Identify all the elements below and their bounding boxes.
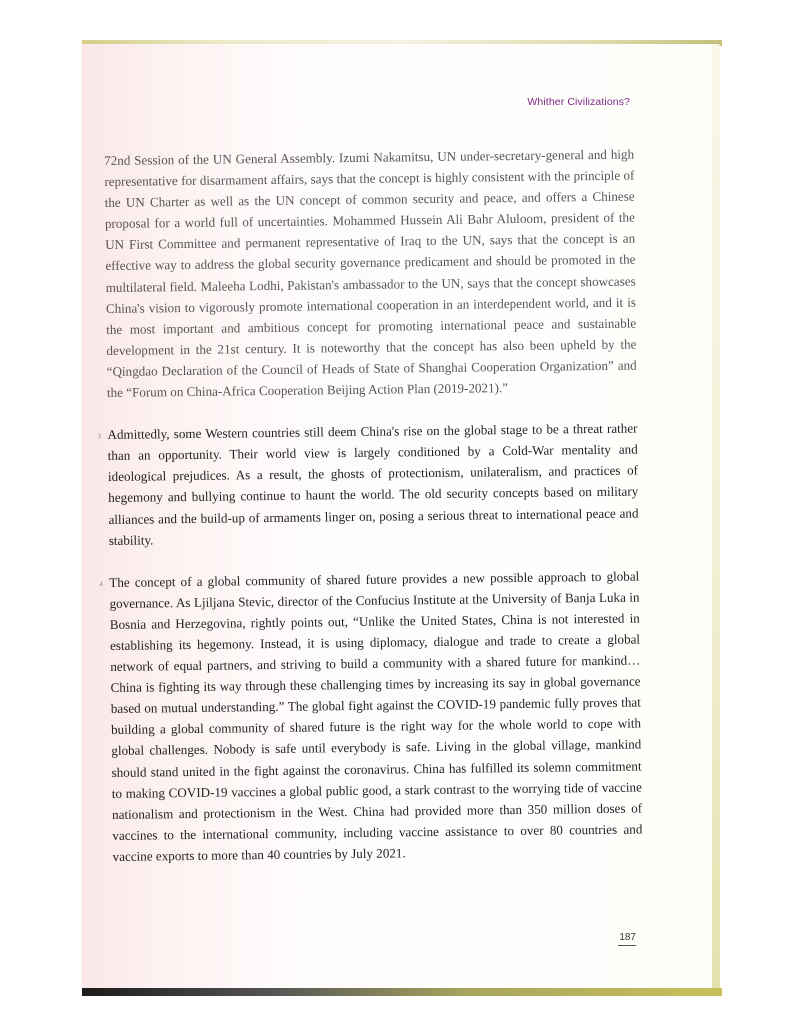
paragraph-continued: 72nd Session of the UN General Assembly. Izumi Nakamitsu, UN under-secretary-general and high representative for disarmament affairs, says that the concept is highly consistent with the principle of the UN Charter as well as the UN concept of common security and peace, and offers a Chinese proposal for a world full of uncertainties. Mohammed Hussein Ali Bahr Aluloom, president of the UN First Committee and permanent representative of Iraq to the UN, says that the concept is an effective way to address the global security governance predicament and should be promoted in the multilateral field. Maleeha Lodhi, Pakistan's ambassador to the UN, says that the concept showcases China's vision to vigorously promote international cooperation in an interdependent world, and it is the most important and ambitious concept for promoting international peace and sustainable development in the 21st century. It is noteworthy that the concept has also been upheld by the “Qingdao Declaration of the Council of Heads of State of Shanghai Cooperation Organization” and the “Forum on China-Africa Cooperation Beijing Action Plan (2019-2021).” bbox=[104, 146, 637, 401]
paragraph-4 bbox=[99, 565, 643, 867]
scan-edge-bottom bbox=[82, 988, 722, 996]
paragraph-3 bbox=[97, 418, 639, 551]
paragraph-number: 3 bbox=[97, 432, 102, 441]
page-number-underline bbox=[618, 945, 636, 946]
paragraph-text: Admittedly, some Western countries still deem China's rise on the global stage to be a threat rather than an opportunity. Their world view is largely conditioned by a Cold-War mentality and ideological prejudices. As a result, the ghosts of protectionism, unilateralism, and practices of hegemony and bullying continue to haunt the world. The old security concepts based on military alliances and the build-up of armaments linger on, posing a serious threat to international peace and stability. bbox=[107, 420, 639, 548]
paragraph-text: The concept of a global community of shared future provides a new possible approach to global governance. As Ljiljana Stevic, director of the Confucius Institute at the University of Banja Luka in Bosnia and Herzegovina, rightly points out, “Unlike the United States, China is not interested in establishing its hegemony. Instead, it is using diplomacy, dialogue and trade to create a global network of equal partners, and striving to build a community with a shared future for mankind…China is fighting its way through these challenging times by increasing its say in global governance based on mutual understanding.” The global fight against the COVID-19 pandemic fully proves that building a global community of shared future is the right way for the whole world to cope with global challenges. Nobody is safe until everybody is safe. Living in the global village, mankind should stand united in the fight against the coronavirus. China has fulfilled its solemn commitment to making COVID-19 vaccines a global public good, a stark contrast to the worrying tide of vaccine nationalism and protectionism in the West. China had provided more than 350 million doses of vaccines to the international community, including vaccine assistance to over 80 countries and vaccine exports to more than 40 countries by July 2021. bbox=[109, 568, 643, 864]
paragraph-number: 4 bbox=[99, 579, 103, 588]
page-number: 187 bbox=[619, 932, 636, 943]
body-text bbox=[97, 144, 643, 867]
scan-edge-right bbox=[712, 44, 720, 994]
running-header: Whither Civilizations? bbox=[527, 96, 630, 108]
